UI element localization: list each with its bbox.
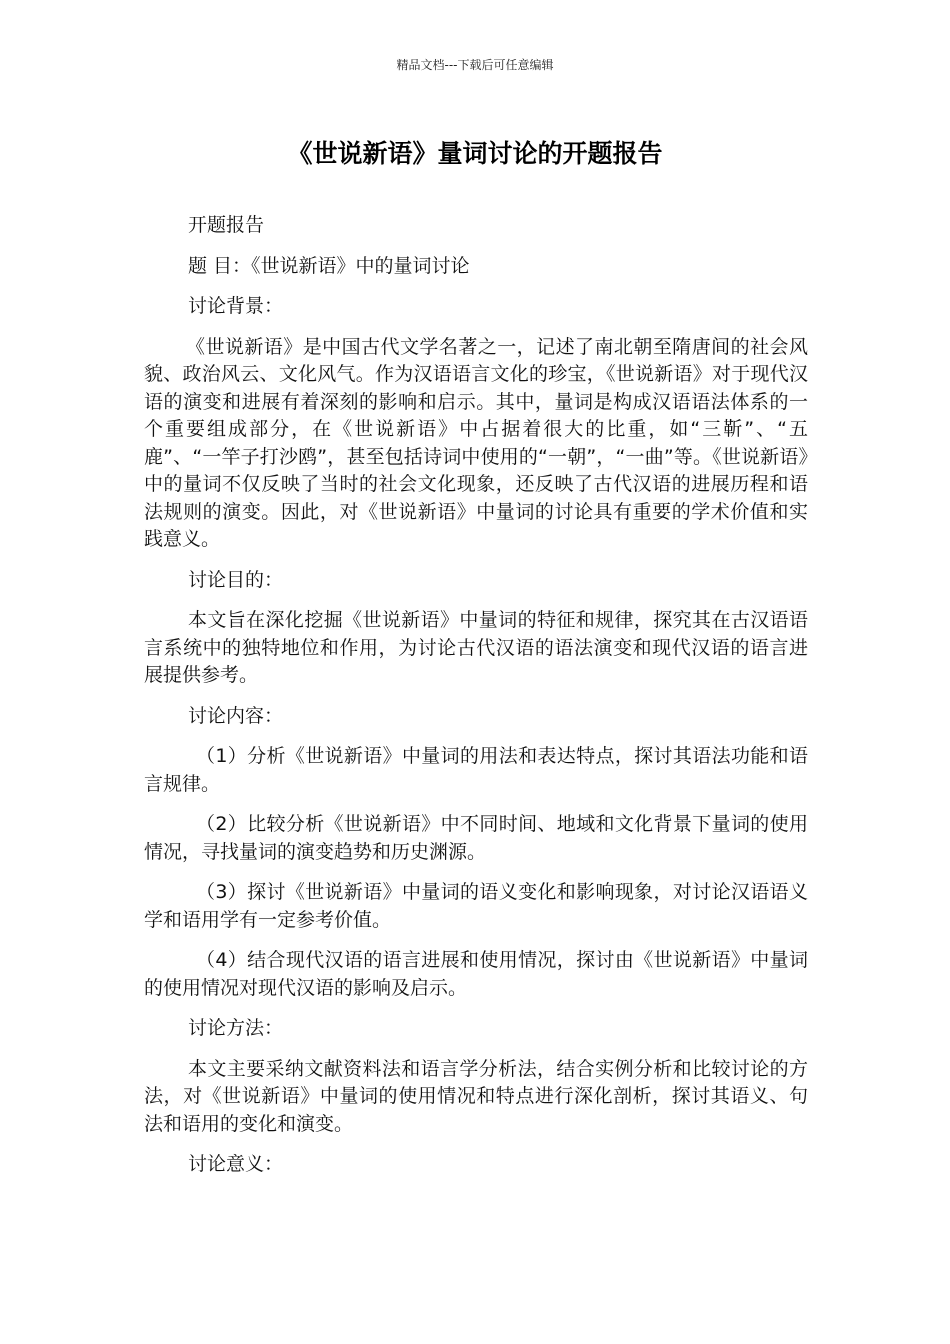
content-item-3: （3）探讨《世说新语》中量词的语义变化和影响现象，对讨论汉语语义学和语用学有一定参考价值。: [144, 881, 808, 931]
topic-line: 题 目：《世说新语》中的量词讨论: [188, 254, 470, 277]
heading-method: 讨论方法：: [188, 1017, 284, 1039]
content-item-1: （1）分析《世说新语》中量词的用法和表达特点，探讨其语法功能和语言规律。: [144, 745, 808, 795]
paragraph-background: 《世说新语》是中国古代文学名著之一，记述了南北朝至隋唐间的社会风貌、政治风云、文化风气。作为汉语语言文化的珍宝，《世说新语》对于现代汉语的演变和进展有着深刻的影响和启示。其中，量词是构成汉语语法体系的一个重要组成部分，在《世说新语》中占据着很大的比重，如“三靳”、“五鹿”、“一竿子打沙鸥”，甚至包括诗词中使用的“一朝”，“一曲”等。《世说新语》中的量词不仅反映了当时的社会文化现象，还反映了古代汉语的进展历程和语法规则的演变。因此，对《世说新语》中量词的讨论具有重要的学术价值和实践意义。: [144, 335, 808, 550]
heading-significance: 讨论意义：: [188, 1153, 284, 1175]
document-title: 《世说新语》量词讨论的开题报告: [287, 139, 663, 168]
heading-background: 讨论背景：: [188, 295, 284, 317]
paragraph-purpose: 本文旨在深化挖掘《世说新语》中量词的特征和规律，探究其在古汉语语言系统中的独特地位和作用，为讨论古代汉语的语法演变和现代汉语的语言进展提供参考。: [144, 609, 808, 686]
heading-purpose: 讨论目的：: [188, 568, 284, 591]
content-item-4: （4）结合现代汉语的语言进展和使用情况，探讨由《世说新语》中量词的使用情况对现代汉语的影响及启示。: [144, 949, 808, 999]
heading-content: 讨论内容：: [188, 704, 284, 727]
page-header: 精品文档---下载后可任意编辑: [396, 58, 554, 72]
content-item-2: （2）比较分析《世说新语》中不同时间、地域和文化背景下量词的使用情况，寻找量词的演变趋势和历史渊源。: [144, 813, 808, 863]
document-body: [144, 212, 808, 1192]
paragraph-method: 本文主要采纳文献资料法和语言学分析法，结合实例分析和比较讨论的方法，对《世说新语》中量词的使用情况和特点进行深化剖析，探讨其语义、句法和语用的变化和演变。: [144, 1057, 808, 1135]
section-label-report: 开题报告: [188, 214, 265, 236]
